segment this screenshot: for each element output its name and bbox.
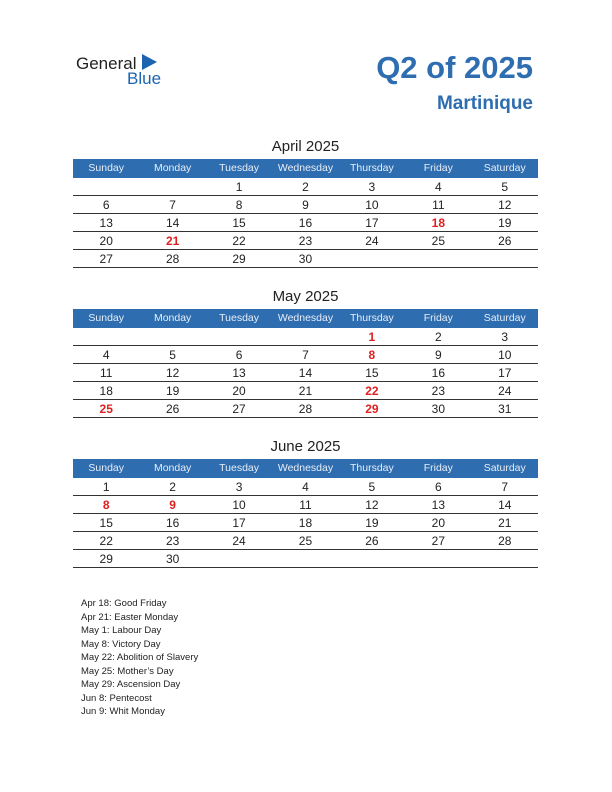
day-cell: 21 — [165, 234, 180, 248]
day-cell: 4 — [102, 348, 110, 362]
weekday-label: Tuesday — [219, 162, 259, 174]
day-cell: 10 — [232, 498, 246, 512]
day-cell: 7 — [501, 480, 509, 494]
weekday-label: Monday — [153, 462, 192, 474]
day-cell: 1 — [235, 180, 243, 194]
week-row — [73, 514, 538, 532]
calendar-month-april — [73, 136, 538, 268]
empty-day-cell — [472, 550, 538, 567]
week-row — [73, 346, 538, 364]
day-cell: 29 — [99, 552, 113, 566]
day-cell: 28 — [498, 534, 512, 548]
day-cell: 23 — [298, 234, 313, 248]
week-row — [73, 232, 538, 250]
day-cell: 25 — [99, 402, 113, 416]
week-row — [73, 478, 538, 496]
day-cell: 3 — [368, 180, 376, 194]
day-cell: 2 — [169, 480, 176, 494]
logo-text-general: General — [76, 54, 137, 73]
day-cell: 9 — [434, 348, 442, 362]
weekday-label: Saturday — [483, 162, 526, 174]
day-cell: 22 — [232, 234, 246, 248]
logo — [76, 52, 176, 88]
weekday-header-row — [73, 459, 538, 478]
day-cell: 30 — [298, 252, 313, 266]
week-row — [73, 550, 538, 568]
day-cell: 25 — [431, 234, 445, 248]
day-cell: 14 — [298, 366, 313, 380]
empty-day-cell — [272, 550, 338, 567]
week-row — [73, 178, 538, 196]
holiday-note: May 8: Victory Day — [81, 638, 161, 650]
weekday-label: Saturday — [483, 462, 526, 474]
weekday-label: Sunday — [88, 312, 125, 324]
holiday-note: May 22: Abolition of Slavery — [81, 652, 199, 663]
weekday-label: Monday — [153, 312, 192, 324]
day-cell: 18 — [431, 216, 445, 230]
empty-day-cell — [405, 250, 471, 267]
weekday-label: Thursday — [350, 312, 394, 324]
day-cell: 28 — [298, 402, 313, 416]
day-cell: 21 — [498, 516, 512, 530]
day-cell: 26 — [165, 402, 180, 416]
holiday-note: Apr 18: Good Friday — [81, 598, 167, 609]
weekday-label: Thursday — [350, 162, 394, 174]
day-cell: 16 — [298, 216, 313, 230]
day-cell: 7 — [169, 198, 176, 212]
week-row — [73, 400, 538, 418]
day-cell: 11 — [299, 498, 312, 512]
day-cell: 26 — [498, 234, 512, 248]
day-cell: 5 — [368, 480, 376, 494]
weekday-label: Saturday — [483, 312, 526, 324]
page-subtitle: Martinique — [436, 93, 533, 114]
day-cell: 15 — [365, 366, 379, 380]
day-cell: 11 — [99, 366, 113, 380]
day-cell: 5 — [169, 348, 176, 362]
holiday-note: May 25: Mother’s Day — [81, 665, 174, 677]
day-cell: 1 — [102, 480, 110, 494]
day-cell: 31 — [498, 402, 512, 416]
calendar-month-june — [73, 436, 538, 568]
calendar-month-may — [73, 286, 538, 418]
month-title: April 2025 — [271, 138, 340, 155]
holiday-note: May 1: Labour Day — [81, 625, 162, 636]
day-cell: 6 — [235, 348, 243, 362]
day-cell: 19 — [165, 384, 180, 398]
day-cell: 15 — [99, 516, 113, 530]
week-row — [73, 328, 538, 346]
day-cell: 17 — [232, 516, 246, 530]
weekday-label: Monday — [153, 162, 192, 174]
empty-day-cell — [206, 328, 272, 345]
day-cell: 2 — [302, 180, 309, 194]
day-cell: 4 — [302, 480, 309, 494]
weekday-label: Sunday — [88, 162, 125, 174]
day-cell: 5 — [501, 180, 509, 194]
empty-day-cell — [139, 328, 205, 345]
empty-day-cell — [272, 328, 338, 345]
day-cell: 1 — [368, 330, 376, 344]
weekday-label: Friday — [423, 312, 453, 324]
day-cell: 22 — [99, 534, 113, 548]
day-cell: 22 — [365, 384, 379, 398]
day-cell: 30 — [431, 402, 445, 416]
day-cell: 13 — [232, 366, 246, 380]
day-cell: 16 — [431, 366, 445, 380]
day-cell: 9 — [302, 198, 309, 212]
page-title: Q2 of 2025 — [376, 50, 533, 85]
empty-day-cell — [339, 550, 405, 567]
empty-day-cell — [339, 250, 405, 267]
weekday-label: Tuesday — [219, 462, 259, 474]
day-cell: 21 — [298, 384, 313, 398]
empty-day-cell — [405, 550, 471, 567]
week-row — [73, 364, 538, 382]
holiday-note: Apr 21: Easter Monday — [81, 611, 179, 623]
day-cell: 13 — [431, 498, 445, 512]
day-cell: 25 — [298, 534, 313, 548]
empty-day-cell — [472, 250, 538, 267]
day-cell: 2 — [434, 330, 442, 344]
day-cell: 7 — [302, 348, 309, 362]
day-cell: 29 — [232, 252, 246, 266]
holiday-list — [81, 597, 198, 719]
day-cell: 29 — [365, 402, 379, 416]
week-row — [73, 496, 538, 514]
day-cell: 27 — [431, 534, 445, 548]
day-cell: 23 — [165, 534, 180, 548]
weekday-label: Tuesday — [219, 312, 259, 324]
holiday-note: May 29: Ascension Day — [81, 679, 181, 690]
weekday-header-row — [73, 309, 538, 328]
weekday-label: Friday — [423, 162, 453, 174]
logo-text-blue: Blue — [127, 69, 162, 88]
day-cell: 19 — [365, 516, 379, 530]
day-cell: 27 — [99, 252, 113, 266]
day-cell: 20 — [232, 384, 246, 398]
day-cell: 23 — [431, 384, 445, 398]
day-cell: 6 — [102, 198, 110, 212]
day-cell: 9 — [169, 498, 176, 512]
day-cell: 18 — [99, 384, 113, 398]
month-title: June 2025 — [270, 438, 341, 455]
day-cell: 3 — [235, 480, 243, 494]
day-cell: 20 — [99, 234, 113, 248]
weekday-label: Wednesday — [277, 162, 334, 174]
day-cell: 3 — [501, 330, 509, 344]
logo-flag-icon — [142, 54, 157, 70]
day-cell: 14 — [165, 216, 180, 230]
day-cell: 24 — [365, 234, 379, 248]
day-cell: 12 — [498, 198, 512, 212]
weekday-label: Wednesday — [277, 462, 334, 474]
day-cell: 26 — [365, 534, 379, 548]
day-cell: 4 — [434, 180, 442, 194]
weekday-label: Friday — [423, 462, 453, 474]
day-cell: 17 — [498, 366, 512, 380]
day-cell: 28 — [165, 252, 180, 266]
week-row — [73, 382, 538, 400]
day-cell: 8 — [368, 348, 376, 362]
day-cell: 27 — [232, 402, 246, 416]
day-cell: 8 — [102, 498, 110, 512]
empty-day-cell — [73, 328, 139, 345]
day-cell: 8 — [235, 198, 243, 212]
day-cell: 15 — [232, 216, 246, 230]
weekday-header-row — [73, 159, 538, 178]
empty-day-cell — [206, 550, 272, 567]
empty-day-cell — [73, 178, 139, 195]
day-cell: 18 — [298, 516, 313, 530]
day-cell: 12 — [365, 498, 379, 512]
week-row — [73, 214, 538, 232]
weekday-label: Sunday — [88, 462, 125, 474]
week-row — [73, 532, 538, 550]
day-cell: 16 — [165, 516, 180, 530]
day-cell: 13 — [99, 216, 113, 230]
day-cell: 14 — [498, 498, 512, 512]
day-cell: 12 — [165, 366, 180, 380]
empty-day-cell — [139, 178, 205, 195]
week-row — [73, 196, 538, 214]
day-cell: 11 — [432, 198, 445, 212]
holiday-note: Jun 9: Whit Monday — [81, 706, 165, 717]
weekday-label: Wednesday — [277, 312, 334, 324]
day-cell: 24 — [498, 384, 512, 398]
weekday-label: Thursday — [350, 462, 394, 474]
holiday-note: Jun 8: Pentecost — [81, 692, 152, 704]
month-title: May 2025 — [272, 288, 339, 305]
day-cell: 10 — [498, 348, 512, 362]
day-cell: 10 — [365, 198, 379, 212]
day-cell: 30 — [165, 552, 180, 566]
day-cell: 20 — [431, 516, 445, 530]
day-cell: 24 — [232, 534, 246, 548]
day-cell: 17 — [365, 216, 379, 230]
day-cell: 6 — [434, 480, 442, 494]
week-row — [73, 250, 538, 268]
day-cell: 19 — [498, 216, 512, 230]
